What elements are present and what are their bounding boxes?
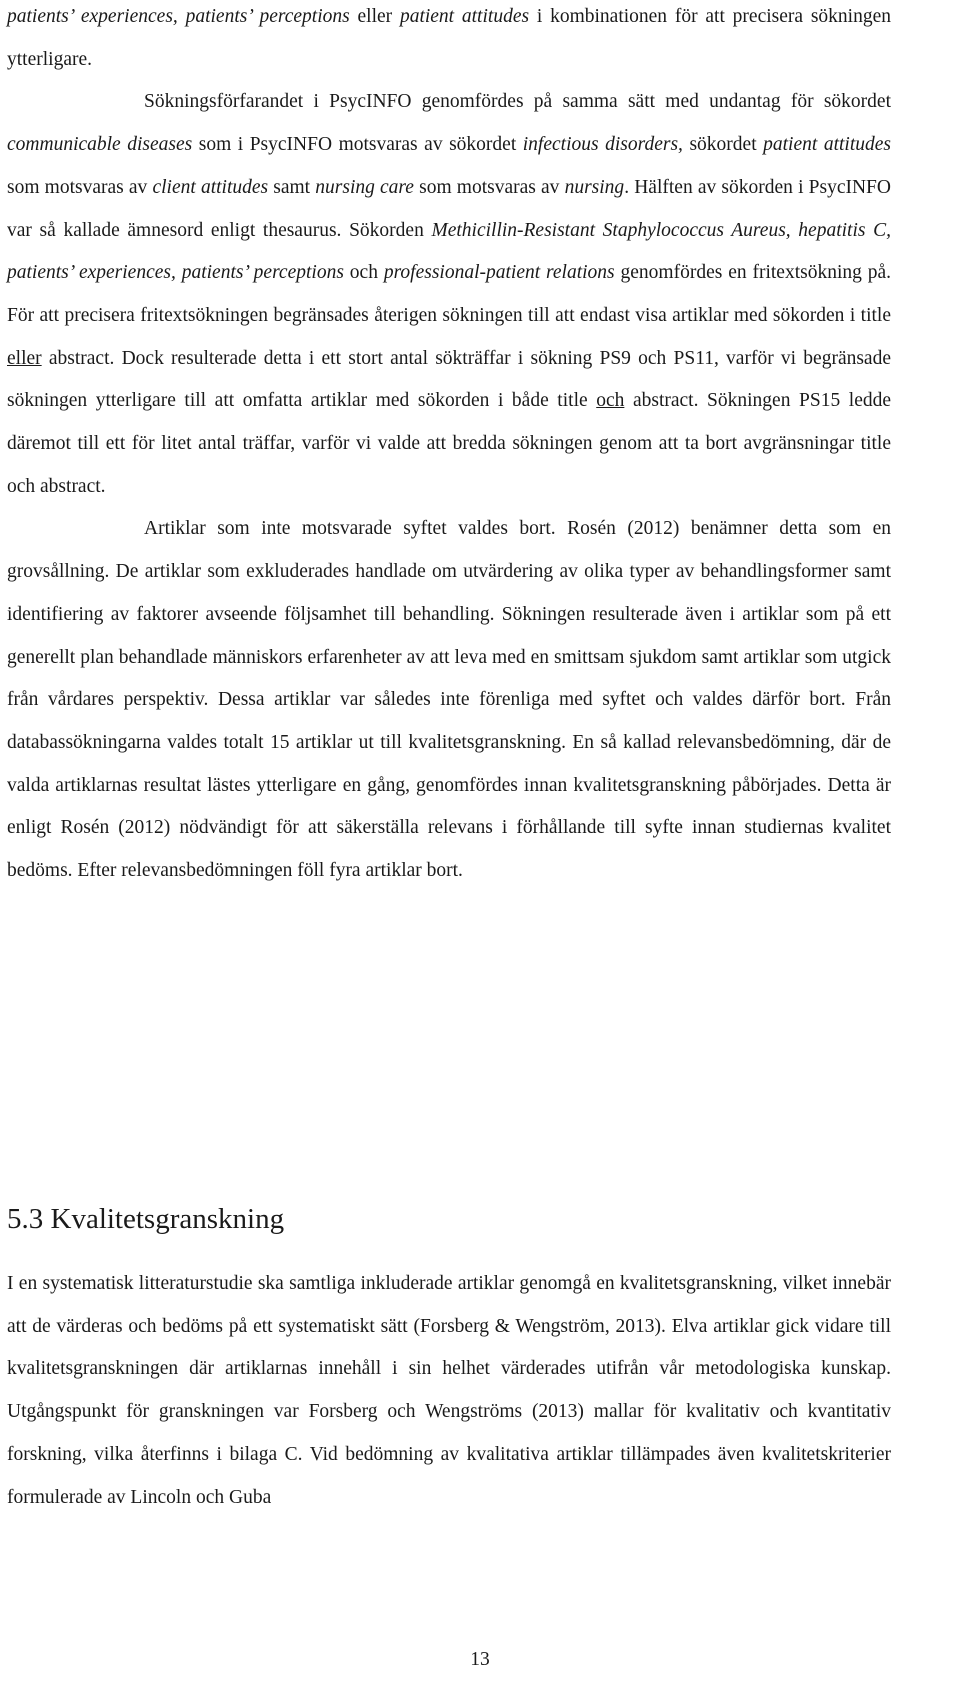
paragraph-quality-review: I en systematisk litteraturstudie ska samtliga inkluderade artiklar genomgå en kvalitetsgranskning, vilket innebär att de värderas och bedöms på ett systematiskt sätt (Forsberg & Wengström, 2013). Elva artiklar gick vidare till kvalitetsgranskningen där artiklarnas innehåll i sin helhet värderades utifrån vår metodologiska kunskap. Utgångspunkt för granskningen var Forsberg och Wengströms (2013) mallar för kvalitativ och kvantitativ forskning, vilka återfinns i bilaga C. Vid bedömning av kvalitativa artiklar tillämpades även kvalitetskriterier formulerade av Lincoln och Guba (7, 1273, 891, 1508)
text-run: abstract. Sökningen PS15 ledde däremot till ett för litet antal träffar, varför vi valde att bredda sökningen genom att ta bort avgränsningar title och abstract. (7, 390, 892, 497)
body-text-block (7, 0, 891, 893)
text-run: sökordet (682, 134, 764, 156)
text-run: Sökningsförfarandet i PsycINFO genomfördes på samma sätt med undantag för sökordet (144, 91, 891, 113)
italic-term: client attitudes (152, 176, 269, 198)
underlined-word: och (596, 390, 625, 412)
paragraph-search-continuation (7, 0, 891, 81)
italic-term: Methicillin-Resistant Staphylococcus Aureus, hepatitis C, patients’ experiences, patients’ perceptions (7, 219, 891, 284)
page-number: 13 (470, 1649, 490, 1670)
text-run: och (343, 262, 384, 284)
underlined-word: eller (7, 347, 42, 369)
text-run: som i PsycINFO motsvaras av sökordet (192, 134, 523, 156)
section-heading: 5.3 Kvalitetsgranskning (7, 1203, 285, 1235)
italic-term: infectious disorders, (522, 134, 683, 156)
paragraph-article-selection: Artiklar som inte motsvarade syftet valdes bort. Rosén (2012) benämner detta som en grovsållning. De artiklar som exkluderades handlade om utvärdering av olika typer av behandlingsformer samt identifiering av faktorer avseende följsamhet till behandling. Sökningen resulterade även i artiklar som på ett generellt plan behandlade människors erfarenheter av att leva med en smittsam sjukdom samt artiklar som utgick från vårdares perspektiv. Dessa artiklar var således inte förenliga med syftet och valdes därför bort. Från databassökningarna valdes totalt 15 artiklar ut till kvalitetsgranskning. En så kallad relevansbedömning, där de valda artiklarnas resultat lästes ytterligare en gång, genomfördes innan kvalitetsgranskning påbörjades. Detta är enligt Rosén (2012) nödvändigt för att säkerställa relevans i förhållande till syfte innan studiernas kvalitet bedöms. Efter relevansbedömningen föll fyra artiklar bort. (7, 518, 891, 882)
body-text-block (7, 1263, 891, 1519)
text-run: som motsvaras av (413, 176, 565, 198)
italic-term: patient attitudes (763, 134, 891, 156)
text-run: . Hälften av sökorden i PsycINFO var så kallade ämnesord enligt thesaurus. Sökorden (7, 176, 891, 241)
text-run: samt (268, 176, 316, 198)
text-run: i kombinationen för att precisera sökningen ytterligare. (7, 6, 891, 70)
italic-term: communicable diseases (7, 134, 193, 156)
text-run: eller (349, 6, 400, 27)
italic-term: patients’ experiences, patients’ perceptions (7, 6, 350, 27)
paragraph-psycinfo-search (7, 81, 891, 508)
text-run: genomfördes en fritextsökning på. För att precisera fritextsökningen begränsades återigen sökningen till att endast visa artiklar med sökorden i title (7, 262, 892, 326)
italic-term: nursing care (315, 176, 414, 198)
text-run: abstract. Dock resulterade detta i ett stort antal sökträffar i sökning PS9 och PS11, varför vi begränsade sökningen ytterligare till att omfatta artiklar med sökorden i både title (7, 347, 891, 412)
italic-term: nursing (564, 176, 625, 198)
italic-term: professional-patient relations (383, 262, 615, 284)
text-run: som motsvaras av (7, 176, 153, 198)
italic-term: patient attitudes (399, 6, 530, 27)
